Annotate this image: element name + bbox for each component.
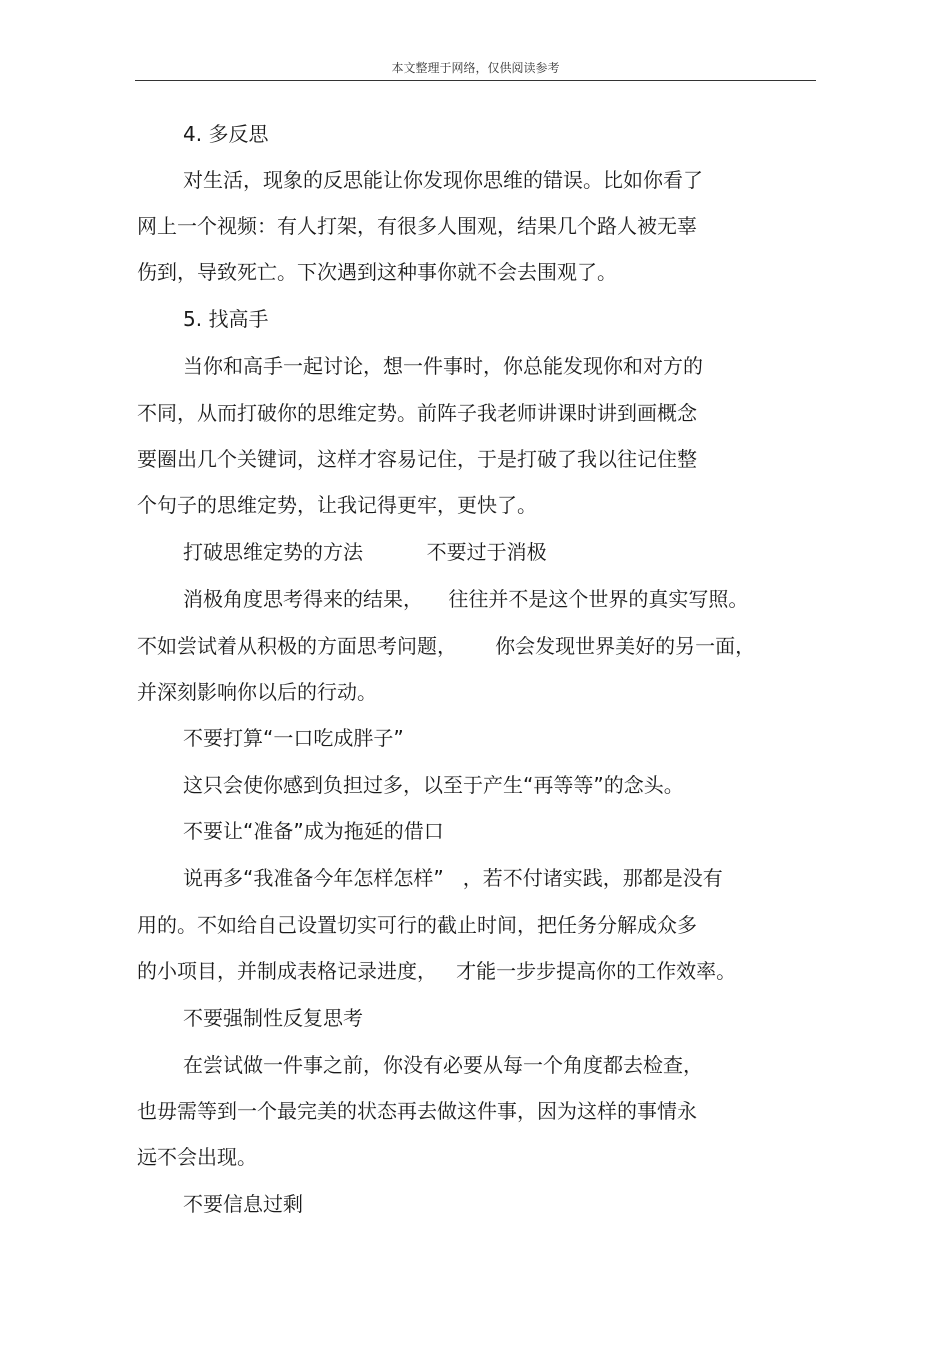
page-header [135,58,816,81]
paragraph-line: 消极角度思考得来的结果， 往往并不是这个世界的真实写照。 [183,587,749,611]
paragraph-line: 也毋需等到一个最完美的状态再去做这件事，因为这样的事情永 [137,1099,697,1123]
heading-no-procrastination: 不要让“准备”成为拖延的借口 [183,819,444,843]
heading-find-expert: 5. 找高手 [183,307,269,331]
paragraph-line: 用的。不如给自己设置切实可行的截止时间，把任务分解成众多 [137,913,697,937]
heading-methods: 打破思维定势的方法 不要过于消极 [183,540,547,564]
paragraph-line: 个句子的思维定势，让我记得更牢，更快了。 [137,493,537,517]
paragraph-line: 伤到，导致死亡。下次遇到这种事你就不会去围观了。 [137,260,617,284]
paragraph-line: 远不会出现。 [137,1145,257,1169]
paragraph-line: 对生活，现象的反思能让你发现你思维的错误。比如你看了 [183,168,703,192]
paragraph-line: 说再多“我准备今年怎样怎样” ，若不付诸实践，那都是没有 [183,866,723,890]
paragraph-line: 这只会使你感到负担过多，以至于产生“再等等”的念头。 [183,773,684,797]
heading-no-rush: 不要打算“一口吃成胖子” [183,726,404,750]
heading-no-info-overload: 不要信息过剩 [183,1192,303,1216]
header-text: 本文整理于网络，仅供阅读参考 [391,61,560,75]
paragraph-line: 并深刻影响你以后的行动。 [137,680,377,704]
paragraph-line: 不同，从而打破你的思维定势。前阵子我老师讲课时讲到画概念 [137,401,697,425]
paragraph-line: 在尝试做一件事之前，你没有必要从每一个角度都去检查， [183,1053,703,1077]
heading-reflect: 4. 多反思 [183,122,269,146]
paragraph-line: 当你和高手一起讨论，想一件事时，你总能发现你和对方的 [183,354,703,378]
paragraph-line: 的小项目，并制成表格记录进度， 才能一步步提高你的工作效率。 [137,959,737,983]
paragraph-line: 网上一个视频：有人打架，有很多人围观，结果几个路人被无辜 [137,214,697,238]
paragraph-line: 不如尝试着从积极的方面思考问题， 你会发现世界美好的另一面， [137,634,756,658]
paragraph-line: 要圈出几个关键词，这样才容易记住，于是打破了我以往记住整 [137,447,697,471]
heading-no-overthinking: 不要强制性反复思考 [183,1006,363,1030]
